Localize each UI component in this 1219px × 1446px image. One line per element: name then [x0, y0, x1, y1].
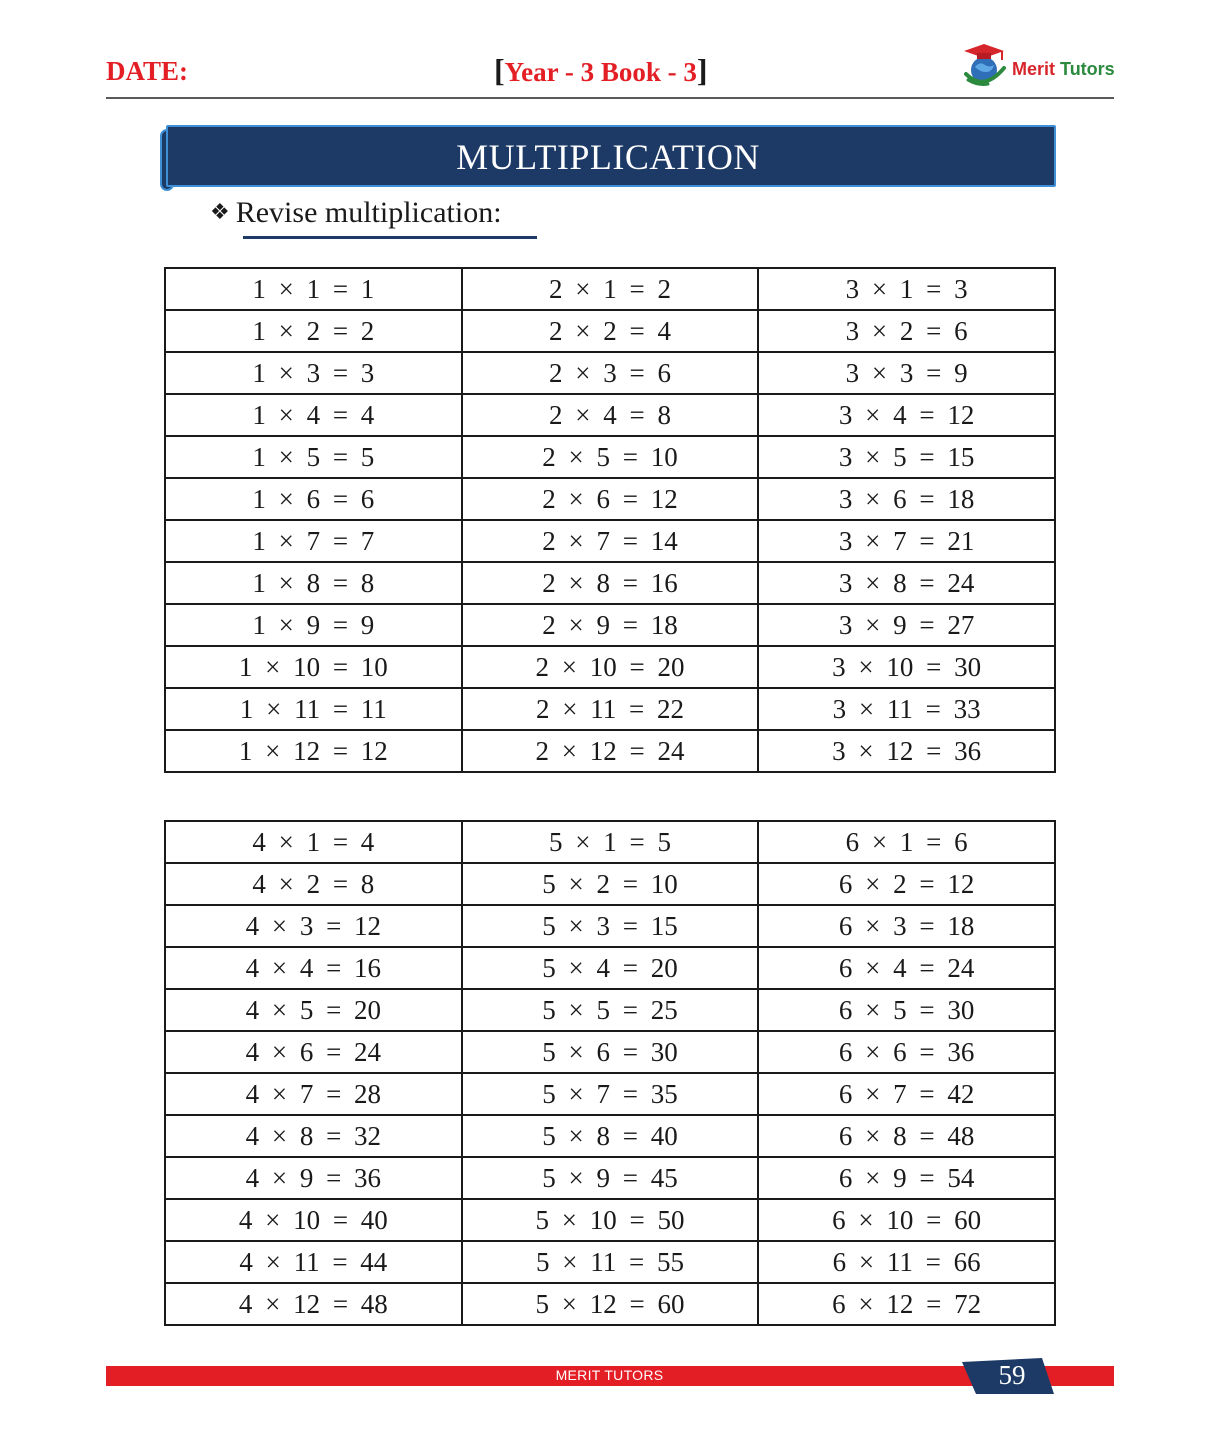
book-title [494, 52, 708, 89]
equation-text: 2 × 1 = 2 [549, 273, 671, 304]
table-row [165, 1241, 1055, 1283]
equation-text: 2 × 12 = 24 [535, 735, 685, 766]
equation-text: 4 × 10 = 40 [238, 1204, 388, 1235]
table-cell [462, 268, 759, 310]
table-cell [462, 1199, 759, 1241]
table-cell [462, 821, 759, 863]
table-cell [758, 268, 1055, 310]
table-cell [165, 394, 462, 436]
table-cell [165, 562, 462, 604]
equation-text: 4 × 1 = 4 [252, 826, 375, 857]
equation-text: 2 × 3 = 6 [549, 357, 671, 388]
equation-text: 5 × 9 = 45 [542, 1162, 678, 1193]
equation-text: 6 × 11 = 66 [832, 1246, 981, 1277]
table-cell [462, 436, 759, 478]
table-cell [165, 1073, 462, 1115]
table-cell [462, 604, 759, 646]
equation-text: 4 × 6 = 24 [245, 1036, 382, 1067]
times-table-4-to-6 [164, 820, 1056, 1326]
equation-text: 1 × 10 = 10 [238, 651, 388, 682]
logo-word-merit: Merit [1012, 59, 1056, 79]
table-row [165, 821, 1055, 863]
table-cell [462, 863, 759, 905]
table-cell [758, 1157, 1055, 1199]
equation-text: 2 × 8 = 16 [542, 567, 678, 598]
equation-text: 2 × 9 = 18 [542, 609, 678, 640]
table-cell [165, 1031, 462, 1073]
equation-text: 1 × 3 = 3 [252, 357, 375, 388]
table-row [165, 1115, 1055, 1157]
table-row [165, 520, 1055, 562]
equation-text: 6 × 6 = 36 [838, 1036, 975, 1067]
table-cell [758, 989, 1055, 1031]
table-cell [758, 1199, 1055, 1241]
table-cell [758, 947, 1055, 989]
equation-text: 2 × 7 = 14 [542, 525, 678, 556]
equation-text: 5 × 5 = 25 [542, 994, 678, 1025]
table-row [165, 730, 1055, 772]
table-row [165, 1157, 1055, 1199]
equation-text: 1 × 6 = 6 [252, 483, 375, 514]
equation-text: 3 × 5 = 15 [838, 441, 975, 472]
table-cell [758, 520, 1055, 562]
table-row [165, 310, 1055, 352]
table-cell [462, 1115, 759, 1157]
table-cell [165, 1283, 462, 1325]
equation-text: 5 × 8 = 40 [542, 1120, 678, 1151]
instruction-underline [243, 236, 537, 239]
table-cell [165, 604, 462, 646]
header-divider [106, 97, 1114, 99]
equation-text: 6 × 2 = 12 [838, 868, 975, 899]
table-cell [165, 905, 462, 947]
diamond-bullet-icon: ❖ [210, 200, 230, 225]
table-cell [758, 1115, 1055, 1157]
equation-text: 1 × 12 = 12 [238, 735, 388, 766]
page-title: MULTIPLICATION [456, 137, 760, 177]
bracket-left: [ [494, 52, 505, 88]
equation-text: 1 × 8 = 8 [252, 567, 375, 598]
table-row [165, 646, 1055, 688]
table-cell [165, 1115, 462, 1157]
table-cell [758, 478, 1055, 520]
table-cell [758, 394, 1055, 436]
equation-text: 5 × 10 = 50 [535, 1204, 685, 1235]
equation-text: 6 × 7 = 42 [838, 1078, 975, 1109]
table-cell [462, 310, 759, 352]
equation-text: 1 × 9 = 9 [252, 609, 375, 640]
table-cell [462, 688, 759, 730]
table-cell [462, 646, 759, 688]
table-cell [462, 1241, 759, 1283]
equation-text: 3 × 6 = 18 [838, 483, 975, 514]
title-banner [160, 125, 1056, 189]
table-cell [462, 989, 759, 1031]
equation-text: 3 × 2 = 6 [845, 315, 968, 346]
equation-text: 5 × 7 = 35 [542, 1078, 678, 1109]
table-row [165, 268, 1055, 310]
equation-text: 4 × 8 = 32 [245, 1120, 382, 1151]
table-cell [758, 310, 1055, 352]
equation-text: 5 × 4 = 20 [542, 952, 678, 983]
table-row [165, 905, 1055, 947]
equation-text: 4 × 2 = 8 [252, 868, 375, 899]
table-row [165, 1031, 1055, 1073]
table-cell [165, 730, 462, 772]
equation-text: 1 × 4 = 4 [252, 399, 375, 430]
equation-text: 2 × 10 = 20 [535, 651, 685, 682]
equation-text: 5 × 6 = 30 [542, 1036, 678, 1067]
page-number: 59 [998, 1360, 1026, 1390]
equation-text: 3 × 7 = 21 [838, 525, 975, 556]
table-cell [462, 905, 759, 947]
table-cell [165, 1241, 462, 1283]
table-row [165, 989, 1055, 1031]
table-cell [758, 1073, 1055, 1115]
table-cell [758, 863, 1055, 905]
table-row [165, 394, 1055, 436]
table-cell [165, 989, 462, 1031]
table-cell [758, 352, 1055, 394]
table-cell [758, 821, 1055, 863]
table-cell [165, 436, 462, 478]
table-cell [758, 436, 1055, 478]
table-row [165, 478, 1055, 520]
equation-text: 3 × 1 = 3 [845, 273, 968, 304]
equation-text: 5 × 11 = 55 [536, 1246, 684, 1277]
equation-text: 2 × 5 = 10 [542, 441, 678, 472]
merit-tutors-logo [958, 40, 1118, 96]
table-cell [165, 646, 462, 688]
table-row [165, 1073, 1055, 1115]
equation-text: 4 × 11 = 44 [239, 1246, 388, 1277]
equation-text: 1 × 5 = 5 [252, 441, 375, 472]
table-cell [462, 947, 759, 989]
table-cell [165, 947, 462, 989]
table-cell [462, 520, 759, 562]
table-cell [758, 905, 1055, 947]
equation-text: 3 × 3 = 9 [845, 357, 968, 388]
equation-text: 2 × 2 = 4 [549, 315, 671, 346]
table-cell [165, 520, 462, 562]
table-cell [462, 1157, 759, 1199]
table-cell [462, 1031, 759, 1073]
table-cell [165, 688, 462, 730]
table-cell [462, 730, 759, 772]
equation-text: 6 × 5 = 30 [838, 994, 975, 1025]
table-cell [462, 478, 759, 520]
equation-text: 6 × 3 = 18 [838, 910, 975, 941]
table-row [165, 562, 1055, 604]
equation-text: 1 × 2 = 2 [252, 315, 375, 346]
equation-text: 3 × 12 = 36 [832, 735, 982, 766]
equation-text: 6 × 4 = 24 [838, 952, 975, 983]
equation-text: 4 × 7 = 28 [245, 1078, 382, 1109]
book-title-text: Year - 3 Book - 3 [504, 57, 697, 87]
table-row [165, 863, 1055, 905]
equation-text: 1 × 7 = 7 [252, 525, 375, 556]
table-cell [165, 478, 462, 520]
equation-text: 6 × 8 = 48 [838, 1120, 975, 1151]
table-cell [165, 310, 462, 352]
table-cell [758, 1241, 1055, 1283]
equation-text: 5 × 12 = 60 [535, 1288, 685, 1319]
table-cell [165, 268, 462, 310]
equation-text: 6 × 1 = 6 [845, 826, 968, 857]
table-row [165, 947, 1055, 989]
date-label: DATE: [106, 56, 189, 86]
equation-text: 4 × 5 = 20 [245, 994, 382, 1025]
equation-text: 6 × 9 = 54 [838, 1162, 975, 1193]
logo-word-tutors: Tutors [1060, 59, 1115, 79]
table-cell [462, 562, 759, 604]
instruction-text: Revise multiplication: [235, 196, 502, 229]
table-row [165, 1283, 1055, 1325]
equation-text: 4 × 3 = 12 [245, 910, 382, 941]
equation-text: 2 × 4 = 8 [549, 399, 671, 430]
table-cell [758, 646, 1055, 688]
equation-text: 3 × 8 = 24 [838, 567, 975, 598]
equation-text: 3 × 9 = 27 [838, 609, 975, 640]
equation-text: 3 × 10 = 30 [832, 651, 982, 682]
table-cell [462, 394, 759, 436]
equation-text: 1 × 1 = 1 [252, 273, 375, 304]
footer-text: MERIT TUTORS [555, 1367, 664, 1383]
graduation-globe-icon [958, 40, 1014, 96]
table-cell [165, 1157, 462, 1199]
table-cell [462, 1283, 759, 1325]
table-cell [462, 1073, 759, 1115]
equation-text: 5 × 1 = 5 [549, 826, 671, 857]
equation-text: 5 × 2 = 10 [542, 868, 678, 899]
table-cell [462, 352, 759, 394]
equation-text: 2 × 6 = 12 [542, 483, 678, 514]
equation-text: 4 × 9 = 36 [245, 1162, 382, 1193]
table-cell [165, 352, 462, 394]
instruction-heading [210, 196, 502, 230]
equation-text: 4 × 12 = 48 [238, 1288, 388, 1319]
table-row [165, 352, 1055, 394]
equation-text: 3 × 4 = 12 [838, 399, 975, 430]
logo-text [1012, 59, 1115, 80]
equation-text: 2 × 11 = 22 [536, 693, 684, 724]
table-cell [758, 730, 1055, 772]
table-cell [165, 863, 462, 905]
table-cell [758, 562, 1055, 604]
table-cell [758, 1283, 1055, 1325]
table-row [165, 436, 1055, 478]
equation-text: 3 × 11 = 33 [832, 693, 981, 724]
equation-text: 6 × 10 = 60 [832, 1204, 982, 1235]
equation-text: 1 × 11 = 11 [239, 693, 387, 724]
times-table-1-to-3 [164, 267, 1056, 773]
equation-text: 6 × 12 = 72 [832, 1288, 982, 1319]
table-row [165, 688, 1055, 730]
table-cell [758, 604, 1055, 646]
table-cell [165, 1199, 462, 1241]
table-row [165, 604, 1055, 646]
table-cell [758, 1031, 1055, 1073]
bracket-right: ] [696, 52, 708, 88]
table-cell [758, 688, 1055, 730]
equation-text: 5 × 3 = 15 [542, 910, 678, 941]
equation-text: 4 × 4 = 16 [245, 952, 382, 983]
table-row [165, 1199, 1055, 1241]
table-cell [165, 821, 462, 863]
